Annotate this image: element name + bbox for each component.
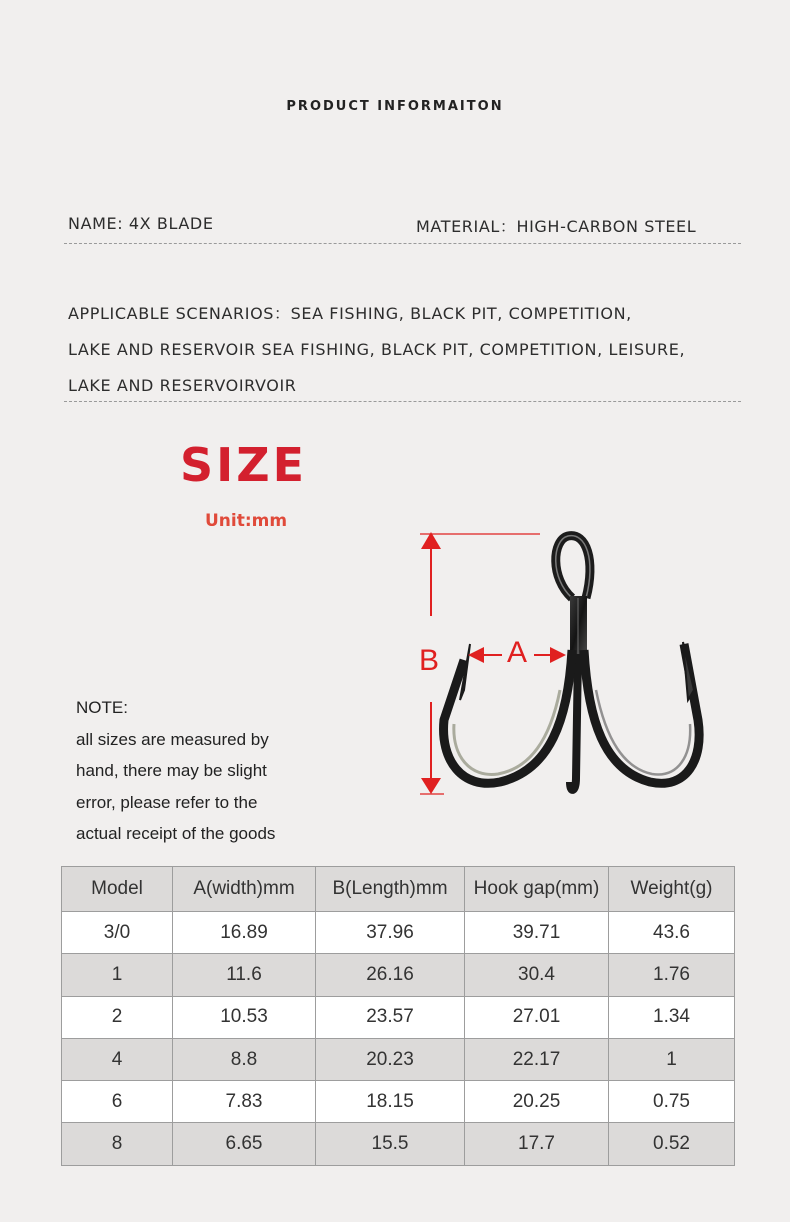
table-cell: 7.83 xyxy=(173,1081,316,1123)
table-cell: 23.57 xyxy=(316,996,465,1038)
note-line: actual receipt of the goods xyxy=(76,824,276,843)
note xyxy=(76,692,275,850)
applicable-scenarios xyxy=(68,296,685,404)
treble-hook-diagram xyxy=(400,520,720,810)
scenario-line: APPLICABLE SCENARIOS：SEA FISHING, BLACK PIT, COMPETITION, xyxy=(68,304,632,323)
table-cell: 26.16 xyxy=(316,954,465,996)
table-cell: 11.6 xyxy=(173,954,316,996)
table-cell: 27.01 xyxy=(465,996,609,1038)
table-cell: 1.76 xyxy=(609,954,735,996)
table-cell: 20.25 xyxy=(465,1081,609,1123)
table-cell: 8.8 xyxy=(173,1038,316,1080)
table-cell: 22.17 xyxy=(465,1038,609,1080)
dimension-b-label: B xyxy=(419,644,440,677)
table-cell: 10.53 xyxy=(173,996,316,1038)
table-cell: 39.71 xyxy=(465,912,609,954)
note-line: hand, there may be slight xyxy=(76,761,267,780)
table-cell: 20.23 xyxy=(316,1038,465,1080)
table-row xyxy=(62,954,735,996)
table-cell: 1 xyxy=(609,1038,735,1080)
unit-label: Unit:mm xyxy=(205,511,288,531)
table-cell: 3/0 xyxy=(62,912,173,954)
column-header: Model xyxy=(62,867,173,912)
note-heading: NOTE: xyxy=(76,698,128,717)
table-cell: 8 xyxy=(62,1123,173,1165)
product-name: NAME: 4X BLADE xyxy=(68,214,214,233)
size-table xyxy=(61,866,735,1166)
table-cell: 17.7 xyxy=(465,1123,609,1165)
table-cell: 6 xyxy=(62,1081,173,1123)
column-header: A(width)mm xyxy=(173,867,316,912)
divider xyxy=(64,243,741,244)
table-cell: 4 xyxy=(62,1038,173,1080)
note-line: all sizes are measured by xyxy=(76,729,269,749)
product-material: MATERIAL：HIGH-CARBON STEEL xyxy=(416,217,697,236)
table-cell: 0.52 xyxy=(609,1123,735,1165)
size-heading: SIZE xyxy=(180,438,308,492)
table-cell: 0.75 xyxy=(609,1081,735,1123)
table-cell: 16.89 xyxy=(173,912,316,954)
table-row xyxy=(62,1038,735,1080)
table-row xyxy=(62,996,735,1038)
table-cell: 43.6 xyxy=(609,912,735,954)
table-cell: 1 xyxy=(62,954,173,996)
table-header-row xyxy=(62,867,735,912)
scenario-line: LAKE AND RESERVOIRVOIR xyxy=(68,376,297,395)
table-cell: 2 xyxy=(62,996,173,1038)
page-title: PRODUCT INFORMAITON xyxy=(286,99,504,114)
hook-icon xyxy=(444,536,700,790)
column-header: Weight(g) xyxy=(609,867,735,912)
column-header: B(Length)mm xyxy=(316,867,465,912)
dimension-a-label: A xyxy=(507,636,528,669)
table-cell: 6.65 xyxy=(173,1123,316,1165)
table-cell: 37.96 xyxy=(316,912,465,954)
table-row xyxy=(62,1081,735,1123)
scenario-line: LAKE AND RESERVOIR SEA FISHING, BLACK PIT, COMPETITION, LEISURE, xyxy=(68,340,686,359)
table-cell: 18.15 xyxy=(316,1081,465,1123)
table-row xyxy=(62,912,735,954)
table-cell: 30.4 xyxy=(465,954,609,996)
table-row xyxy=(62,1123,735,1165)
divider xyxy=(64,401,741,402)
table-cell: 1.34 xyxy=(609,996,735,1038)
column-header: Hook gap(mm) xyxy=(465,867,609,912)
table-cell: 15.5 xyxy=(316,1123,465,1165)
note-line: error, please refer to the xyxy=(76,792,258,812)
